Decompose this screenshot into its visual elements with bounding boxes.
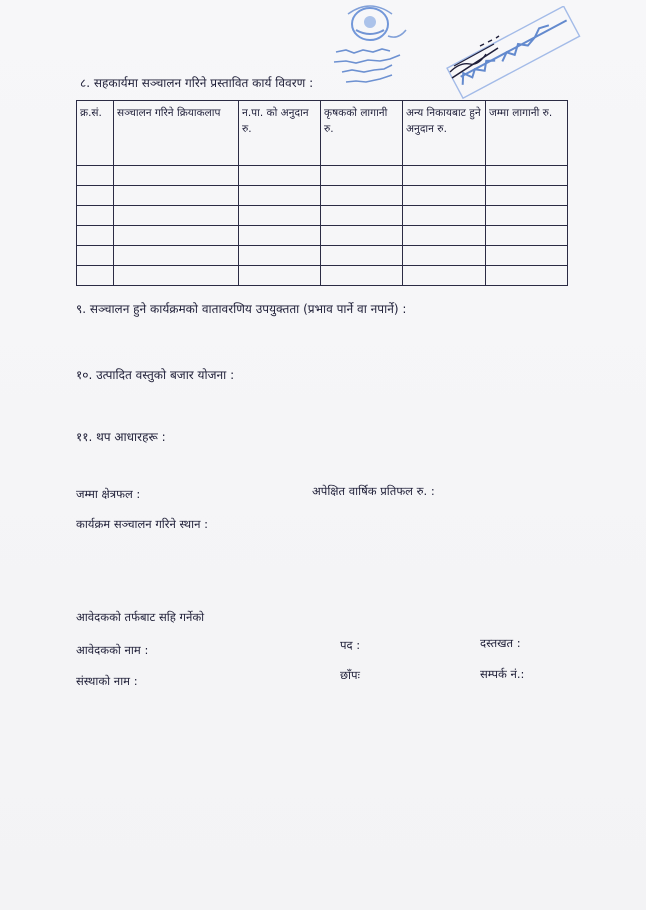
table-header-row	[77, 101, 568, 166]
col-other-grant: अन्य निकायबाट हुने अनुदान रु.	[403, 101, 486, 166]
seal-label: छाँपः	[340, 668, 360, 682]
program-location-label: कार्यक्रम सञ्चालन गरिने स्थान :	[76, 517, 209, 531]
table-row	[77, 206, 568, 226]
table-row	[77, 166, 568, 186]
proposed-work-table	[76, 100, 568, 286]
organization-name-label: संस्थाको नाम :	[76, 674, 138, 688]
total-area-label: जम्मा क्षेत्रफल :	[76, 487, 141, 501]
office-stamp-with-signature	[440, 6, 585, 102]
applicant-name-label: आवेदकको नाम :	[76, 643, 149, 657]
col-total-investment: जम्मा लागानी रु.	[486, 101, 568, 166]
contact-number-label: सम्पर्क नं.:	[480, 667, 525, 681]
section-9-heading: ९. सञ्चालन हुने कार्यक्रमको वातावरणिय उपयुक्तता (प्रभाव पार्ने वा नपार्ने) :	[76, 302, 407, 316]
post-label: पद :	[340, 638, 361, 652]
section-10-heading: १०. उत्पादित वस्तुको बजार योजना :	[76, 368, 235, 382]
table-row	[77, 226, 568, 246]
table-row	[77, 246, 568, 266]
expected-income-label: अपेक्षित वार्षिक प्रतिफल रु. :	[312, 484, 435, 498]
applicant-side-signatory-label: आवेदकको तर्फबाट सहि गर्नेको	[76, 610, 205, 624]
col-municipality-grant: न.पा. को अनुदान रु.	[239, 101, 321, 166]
municipal-seal-stamp	[328, 2, 428, 90]
col-serial-no: क्र.सं.	[77, 101, 114, 166]
section-8-heading: ८. सहकार्यमा सञ्चालन गरिने प्रस्तावित कार्य विवरण :	[80, 76, 314, 90]
col-farmer-investment: कृषकको लागानी रु.	[321, 101, 403, 166]
section-11-heading: ११. थप आधारहरू :	[76, 430, 166, 444]
table-row	[77, 266, 568, 286]
signature-label: दस्तखत :	[480, 636, 521, 650]
col-activity: सञ्चालन गरिने क्रियाकलाप	[114, 101, 239, 166]
table-row	[77, 186, 568, 206]
